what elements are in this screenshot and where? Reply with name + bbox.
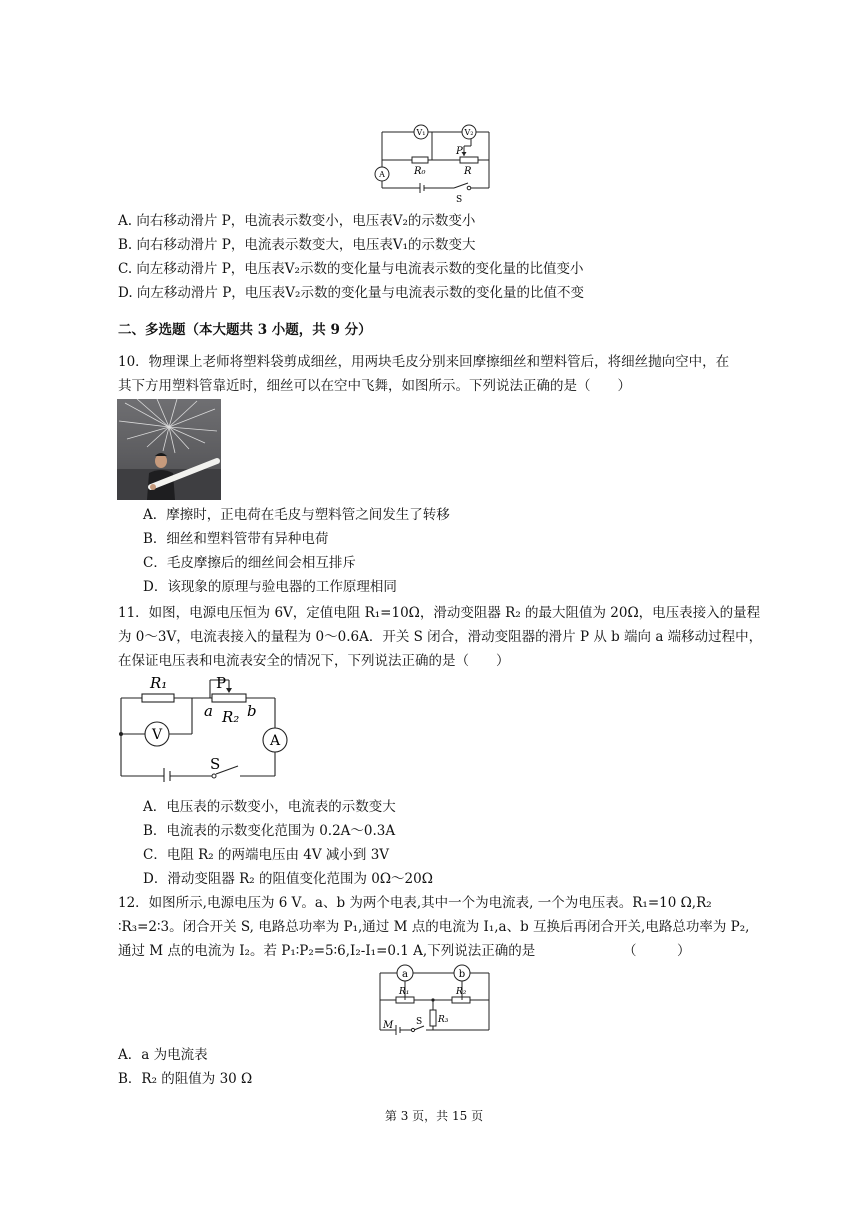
- q9-option-a: A. 向右移动滑片 P，电流表示数变小，电压表V₂的示数变小: [118, 213, 476, 229]
- q10-stem-line-1: 10．物理课上老师将塑料袋剪成细丝，用两块毛皮分别来回摩擦细丝和塑料管后，将细丝抛向空中，在: [118, 354, 730, 370]
- q12-circuit-diagram: [372, 962, 497, 1038]
- q11-r2-label: R₂: [222, 708, 240, 726]
- q9-r-label: R: [464, 166, 472, 177]
- q9-option-b: B. 向右移动滑片 P，电流表示数变大，电压表V₁的示数变大: [118, 237, 476, 253]
- q10-option-c: C．毛皮摩擦后的细丝间会相互排斥: [143, 555, 356, 571]
- q11-option-c: C．电阻 R₂ 的两端电压由 4V 减小到 3V: [143, 847, 390, 863]
- q9-ammeter-label: A: [379, 170, 385, 179]
- q10-option-b: B．细丝和塑料管带有异种电荷: [143, 531, 329, 547]
- q11-slider-label: P: [216, 674, 227, 692]
- q12-meter-b-label: b: [458, 969, 466, 980]
- q11-ammeter-label: A: [269, 733, 281, 749]
- q11-stem-line-2: 为 0～3V，电流表接入的量程为 0～0.6A．开关 S 闭合，滑动变阻器的滑片 P 从 b 端向 a 端移动过程中，: [118, 629, 763, 645]
- q9-slider-label: P: [456, 146, 463, 157]
- q9-option-d: D. 向左移动滑片 P，电压表V₂示数的变化量与电流表示数的变化量的比值不变: [118, 285, 584, 301]
- q12-stem-line-1: 12．如图所示,电源电压为 6 V。a、b 为两个电表,其中一个为电流表, 一个为电压表。R₁=10 Ω,R₂: [118, 895, 712, 911]
- page-footer: 第 3 页，共 15 页: [384, 1109, 484, 1123]
- q11-option-b: B．电流表的示数变化范围为 0.2A～0.3A: [143, 823, 396, 839]
- q11-stem-line-3: 在保证电压表和电流表安全的情况下，下列说法正确的是（ ）: [118, 653, 510, 669]
- q11-circuit-diagram: [112, 670, 292, 782]
- q11-r1-label: R₁: [150, 674, 168, 692]
- q11-end-b-label: b: [247, 702, 257, 720]
- q12-switch-label: S: [416, 1017, 423, 1027]
- q9-circuit-diagram: [370, 122, 500, 204]
- q10-classroom-photo: [117, 399, 221, 500]
- q9-switch-label: S: [456, 195, 463, 204]
- q9-r0-label: R₀: [414, 166, 426, 177]
- q12-stem-line-3: 通过 M 点的电流为 I₂。若 P₁∶P₂=5∶6,I₂-I₁=0.1 A,下列说法正确的是 （ ）: [118, 943, 691, 959]
- q12-meter-a-label: a: [402, 969, 408, 980]
- q12-r3-label: R₃: [438, 1015, 449, 1025]
- q12-option-b: B．R₂ 的阻值为 30 Ω: [118, 1071, 253, 1087]
- q9-v2-label: V₂: [464, 128, 474, 137]
- q11-voltmeter-label: V: [151, 727, 163, 743]
- q9-v1-label: V₁: [416, 128, 426, 137]
- q12-option-a: A．a 为电流表: [118, 1047, 208, 1063]
- q12-point-m-label: M: [383, 1020, 394, 1031]
- q12-r1-label: R₁: [399, 987, 410, 997]
- q11-option-a: A．电压表的示数变小，电流表的示数变大: [143, 799, 396, 815]
- q11-stem-line-1: 11．如图，电源电压恒为 6V，定值电阻 R₁=10Ω，滑动变阻器 R₂ 的最大阻值为 20Ω，电压表接入的量程: [118, 605, 761, 621]
- section-heading: 二、多选题（本大题共 3 小题，共 9 分）: [118, 322, 372, 338]
- q9-option-c: C. 向左移动滑片 P，电压表V₂示数的变化量与电流表示数的变化量的比值变小: [118, 261, 584, 277]
- q10-option-d: D．该现象的原理与验电器的工作原理相同: [143, 579, 397, 595]
- q10-stem-line-2: 其下方用塑料管靠近时，细丝可以在空中飞舞，如图所示。下列说法正确的是（ ）: [118, 378, 631, 394]
- q11-end-a-label: a: [204, 702, 213, 720]
- q10-option-a: A．摩擦时，正电荷在毛皮与塑料管之间发生了转移: [143, 507, 450, 523]
- q12-stem-line-2: ∶R₃=2∶3。闭合开关 S, 电路总功率为 P₁,通过 M 点的电流为 I₁,a、b 互换后再闭合开关,电路总功率为 P₂,: [118, 919, 750, 935]
- q11-switch-label: S: [210, 755, 221, 773]
- q12-r2-label: R₂: [456, 987, 467, 997]
- q11-option-d: D．滑动变阻器 R₂ 的阻值变化范围为 0Ω～20Ω: [143, 871, 433, 887]
